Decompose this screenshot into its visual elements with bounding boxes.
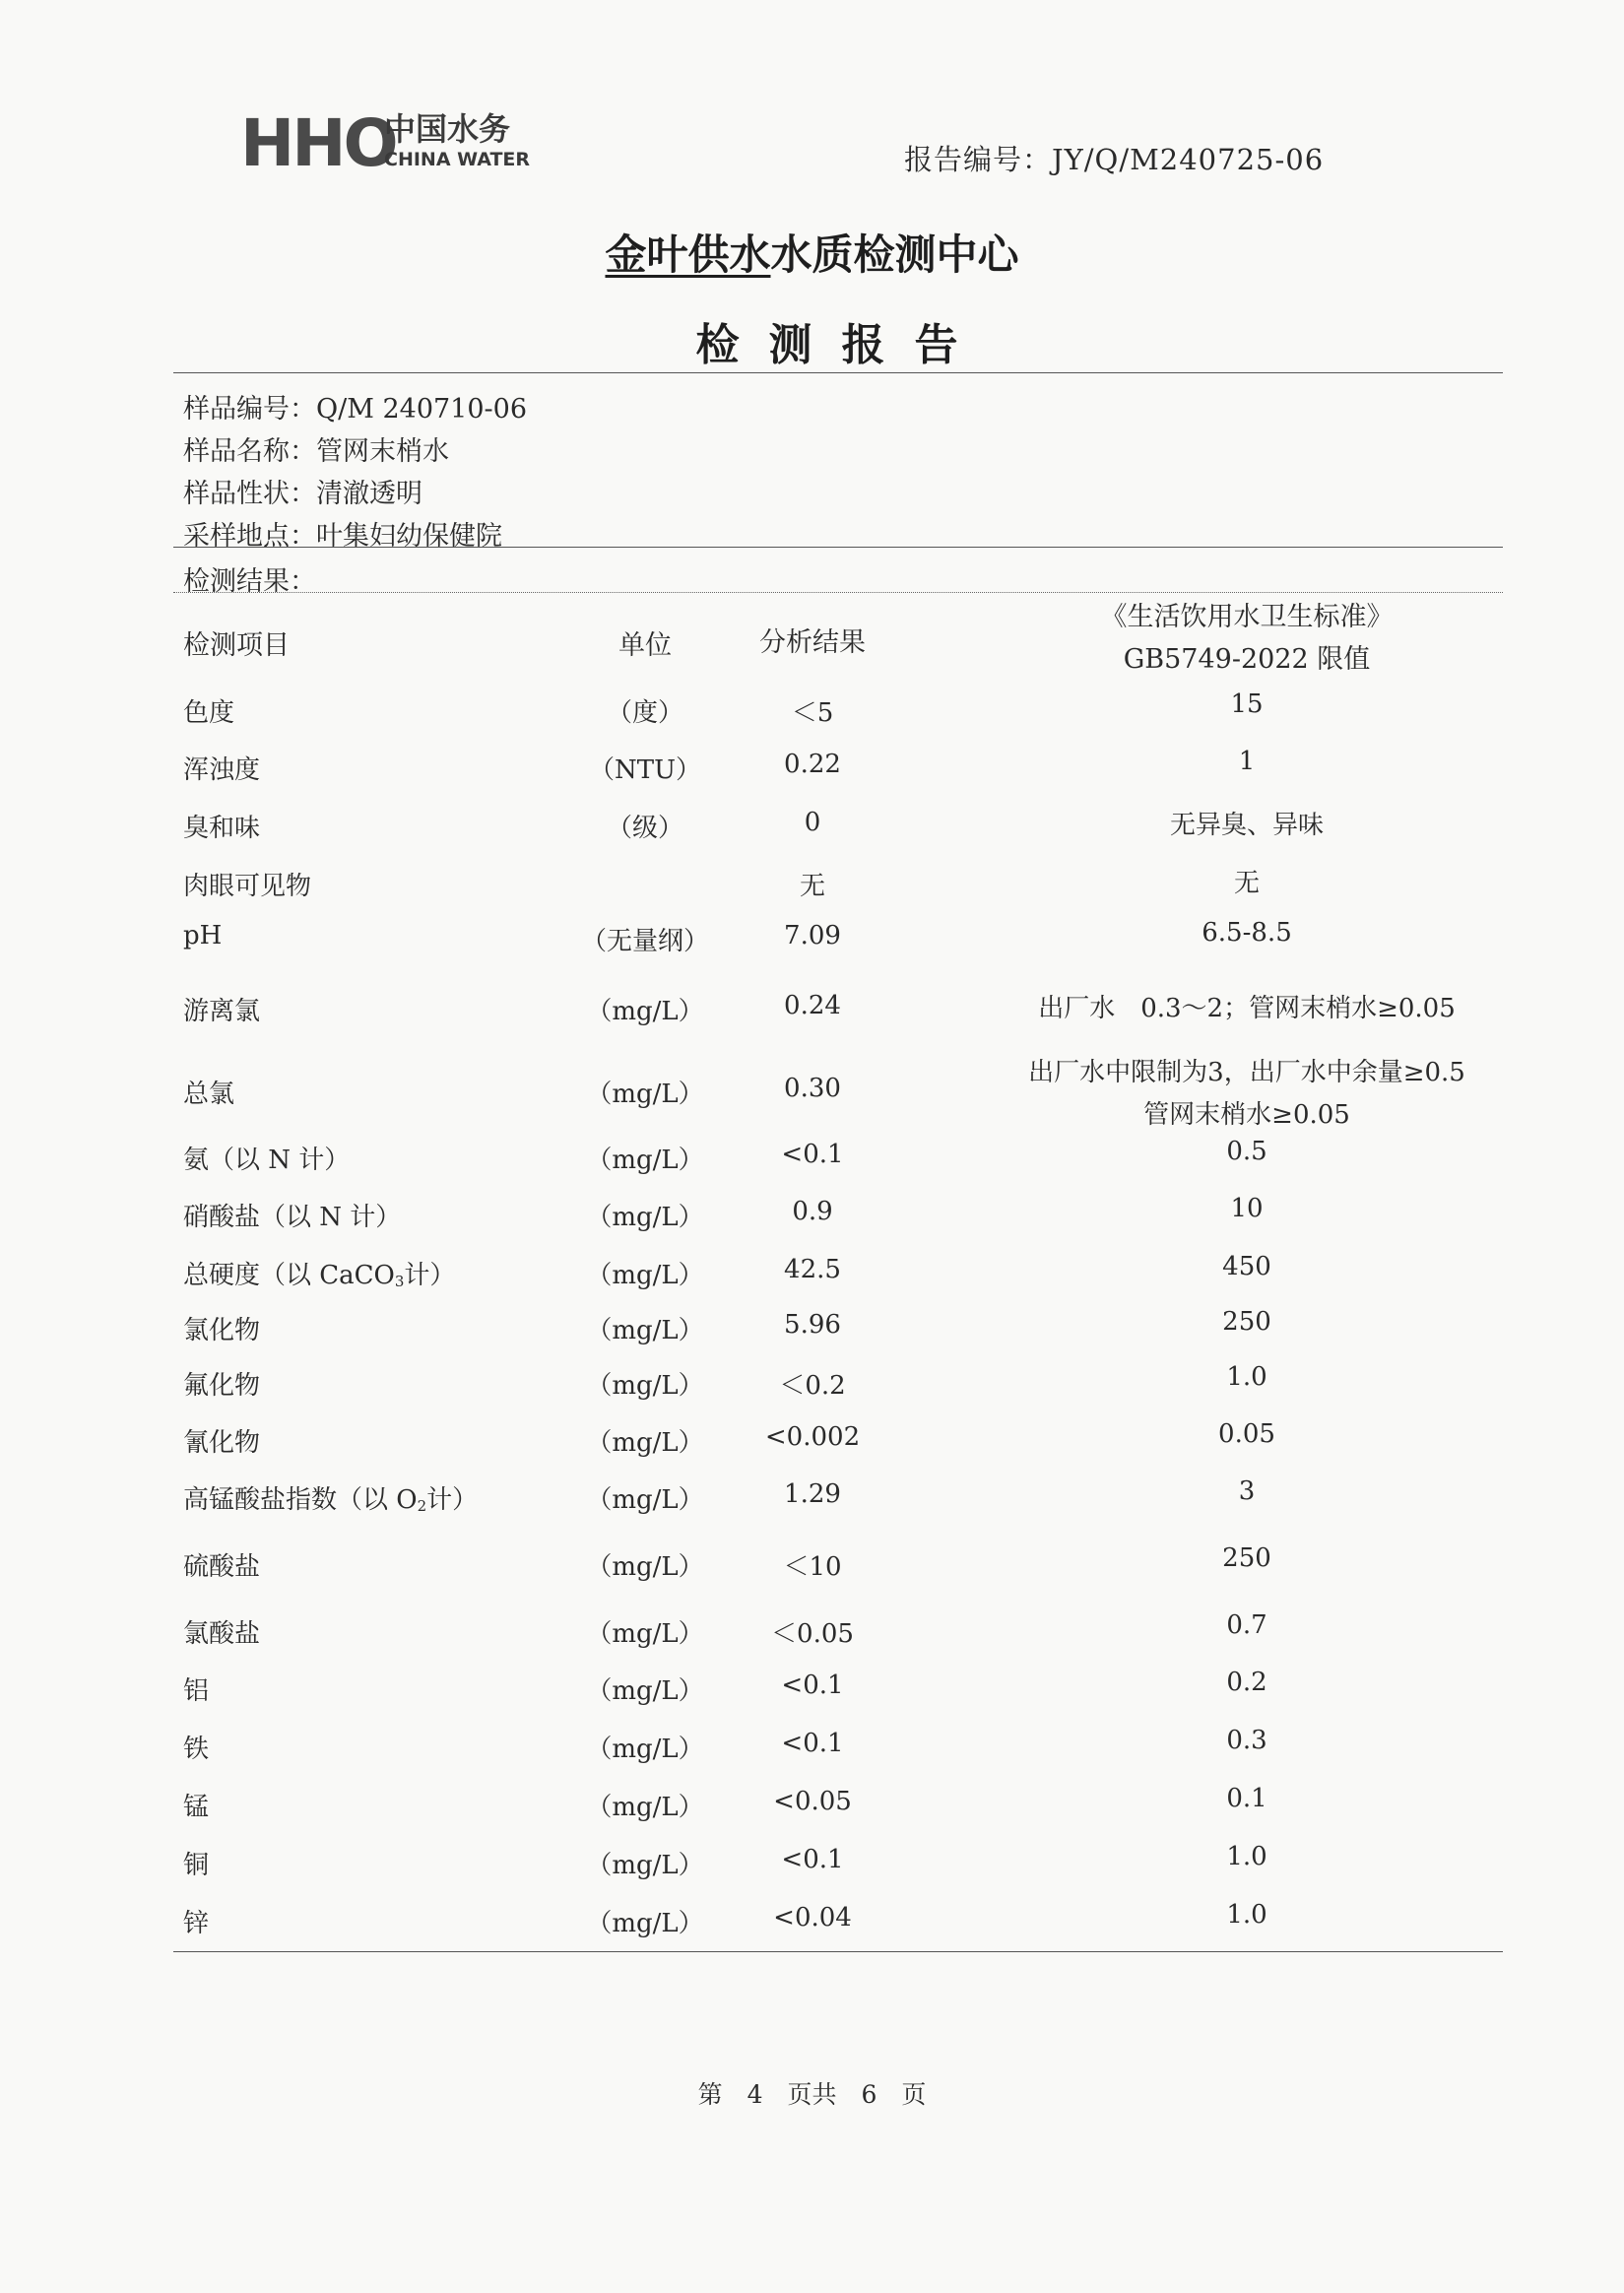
row-unit: （mg/L） <box>586 1146 704 1175</box>
row-item: 硫酸盐 <box>183 1552 261 1582</box>
row-result: 0 <box>804 808 821 837</box>
header-limit-code: GB5749-2022 限值 <box>1123 644 1371 675</box>
row-item: 氟化物 <box>183 1371 261 1401</box>
row-item-text: 总硬度（以 CaCO <box>183 1261 395 1290</box>
logo-cn: 中国水务 <box>384 110 511 148</box>
row-limit: 0.7 <box>1226 1610 1267 1640</box>
header-unit: 单位 <box>618 630 672 661</box>
row-item <box>183 1479 478 1516</box>
table-row <box>0 1900 1624 1942</box>
china-water-logo <box>240 106 536 175</box>
row-limit: 出厂水 0.3～2；管网末梢水≥0.05 <box>1038 994 1456 1023</box>
row-item: 臭和味 <box>183 814 261 843</box>
table-row <box>0 1194 1624 1236</box>
row-item: 总氯 <box>183 1080 235 1109</box>
table-row <box>0 918 1624 960</box>
row-item-tail: 计） <box>404 1261 456 1290</box>
row-limit: 1 <box>1238 747 1256 776</box>
row-limit: 0.1 <box>1226 1784 1267 1813</box>
row-result: <0.1 <box>781 1729 844 1758</box>
row-unit: （mg/L） <box>586 1080 704 1109</box>
row-result: 7.09 <box>784 921 841 950</box>
row-item: 氯酸盐 <box>183 1619 261 1649</box>
table-row <box>0 1610 1624 1653</box>
row-unit: （mg/L） <box>586 1316 704 1345</box>
table-row <box>0 866 1624 905</box>
table-row <box>0 1668 1624 1710</box>
divider-bottom <box>173 1951 1503 1952</box>
row-unit: （mg/L） <box>586 1261 704 1290</box>
table-row <box>0 1726 1624 1768</box>
row-item-tail: 计） <box>426 1485 479 1515</box>
row-result: <0.1 <box>781 1140 844 1169</box>
row-unit: （mg/L） <box>586 1552 704 1582</box>
row-item-text: 高锰酸盐指数（以 O <box>183 1485 418 1515</box>
row-unit: （mg/L） <box>586 1371 704 1401</box>
row-limit: 1.0 <box>1226 1842 1267 1871</box>
table-row <box>0 689 1624 732</box>
row-limit: 250 <box>1222 1543 1271 1573</box>
table-header <box>0 591 1624 675</box>
row-result: ＜0.05 <box>771 1619 854 1649</box>
table-row <box>0 1419 1624 1462</box>
row-limit: 3 <box>1238 1476 1256 1506</box>
row-item: 铝 <box>183 1676 210 1706</box>
row-item <box>183 1255 455 1291</box>
row-result: <0.1 <box>781 1845 844 1874</box>
table-row <box>0 1476 1624 1519</box>
row-limit: 450 <box>1222 1252 1271 1281</box>
table-row <box>0 1842 1624 1884</box>
table-row <box>0 1137 1624 1179</box>
results-label: 检测结果： <box>183 566 316 597</box>
row-item: 铜 <box>183 1851 210 1880</box>
row-limit: 1.0 <box>1226 1362 1267 1392</box>
row-item: 氨（以 N 计） <box>183 1146 351 1175</box>
row-limit: 6.5-8.5 <box>1202 918 1292 948</box>
row-result: 0.22 <box>784 750 841 779</box>
row-item: 锰 <box>183 1793 210 1822</box>
table-row <box>0 991 1624 1030</box>
row-result: 0.30 <box>784 1074 841 1103</box>
row-result: <0.04 <box>773 1903 852 1933</box>
row-unit: （NTU） <box>588 755 701 785</box>
row-result: 无 <box>799 872 825 901</box>
row-result: ＜10 <box>783 1552 842 1582</box>
row-limit: 无异臭、异味 <box>1169 811 1324 840</box>
row-limit: 10 <box>1230 1194 1264 1223</box>
row-unit: （mg/L） <box>586 1428 704 1458</box>
table-row <box>0 1252 1624 1294</box>
row-unit: （mg/L） <box>586 1203 704 1232</box>
row-result: ＜0.2 <box>779 1371 846 1401</box>
row-unit: （度） <box>606 698 683 728</box>
table-row <box>0 1307 1624 1349</box>
row-limit-line2: 管网末梢水≥0.05 <box>1143 1100 1350 1130</box>
row-result: 0.9 <box>792 1197 833 1226</box>
row-unit: （mg/L） <box>586 997 704 1026</box>
row-limit: 250 <box>1222 1307 1271 1337</box>
table-row <box>0 1058 1624 1130</box>
row-unit: （mg/L） <box>586 1676 704 1706</box>
sampling-location: 采样地点：叶集妇幼保健院 <box>183 521 502 552</box>
row-item: 氯化物 <box>183 1316 261 1345</box>
table-row <box>0 1362 1624 1405</box>
sample-number: 样品编号：Q/M 240710-06 <box>183 394 528 425</box>
row-item: 氰化物 <box>183 1428 261 1458</box>
header-result: 分析结果 <box>759 627 866 658</box>
row-result: <0.05 <box>773 1787 852 1816</box>
row-result: 42.5 <box>784 1255 841 1284</box>
row-result: <0.1 <box>781 1671 844 1700</box>
row-item: 浑浊度 <box>183 755 261 785</box>
row-item: 游离氯 <box>183 997 261 1026</box>
row-result: 1.29 <box>784 1479 841 1509</box>
row-limit: 0.3 <box>1226 1726 1267 1755</box>
row-unit: （mg/L） <box>586 1851 704 1880</box>
header-item: 检测项目 <box>183 630 290 661</box>
row-unit: （级） <box>606 814 683 843</box>
row-item: 铁 <box>183 1735 210 1764</box>
row-item: 肉眼可见物 <box>183 872 312 901</box>
logo-en: CHINA WATER <box>384 149 531 170</box>
table-row <box>0 747 1624 789</box>
row-result: ＜5 <box>791 698 834 728</box>
divider-top <box>173 372 1503 373</box>
row-result: <0.002 <box>764 1422 861 1452</box>
row-item: 硝酸盐（以 N 计） <box>183 1203 402 1232</box>
table-row <box>0 1543 1624 1586</box>
org-title-underlined: 金叶供水 <box>605 230 771 279</box>
table-row <box>0 808 1624 847</box>
logo-mark: HHO <box>240 106 396 175</box>
sample-name: 样品名称：管网末梢水 <box>183 436 449 467</box>
table-row <box>0 1784 1624 1826</box>
row-item-subscript: 3 <box>394 1273 405 1290</box>
row-item: 锌 <box>183 1909 210 1938</box>
row-unit: （mg/L） <box>586 1735 704 1764</box>
report-number: 报告编号：JY/Q/M240725-06 <box>904 143 1325 176</box>
row-result: 0.24 <box>784 991 841 1020</box>
sample-state: 样品性状：清澈透明 <box>183 479 422 509</box>
row-item: 色度 <box>183 698 235 728</box>
row-limit: 1.0 <box>1226 1900 1267 1930</box>
row-unit: （mg/L） <box>586 1909 704 1938</box>
row-limit: 0.2 <box>1226 1668 1267 1697</box>
organization-title <box>0 223 1624 282</box>
page-footer: 第 4 页共 6 页 <box>697 2080 927 2109</box>
row-item-subscript: 2 <box>417 1497 427 1515</box>
org-title-rest: 水质检测中心 <box>770 230 1019 279</box>
row-limit: 0.5 <box>1226 1137 1267 1166</box>
row-unit: （mg/L） <box>586 1793 704 1822</box>
row-unit: （无量纲） <box>580 927 709 956</box>
row-unit: （mg/L） <box>586 1619 704 1649</box>
document-title: 检测报告 <box>695 320 988 370</box>
header-limit-standard: 《生活饮用水卫生标准》 <box>1100 602 1394 632</box>
row-limit: 15 <box>1230 689 1264 719</box>
row-item: pH <box>183 921 223 950</box>
row-unit: （mg/L） <box>586 1485 704 1515</box>
row-result: 5.96 <box>784 1310 841 1340</box>
row-limit: 0.05 <box>1218 1419 1275 1449</box>
divider-info <box>173 547 1503 548</box>
row-limit: 无 <box>1233 869 1260 898</box>
row-limit: 出厂水中限制为3，出厂水中余量≥0.5 <box>1028 1058 1465 1087</box>
